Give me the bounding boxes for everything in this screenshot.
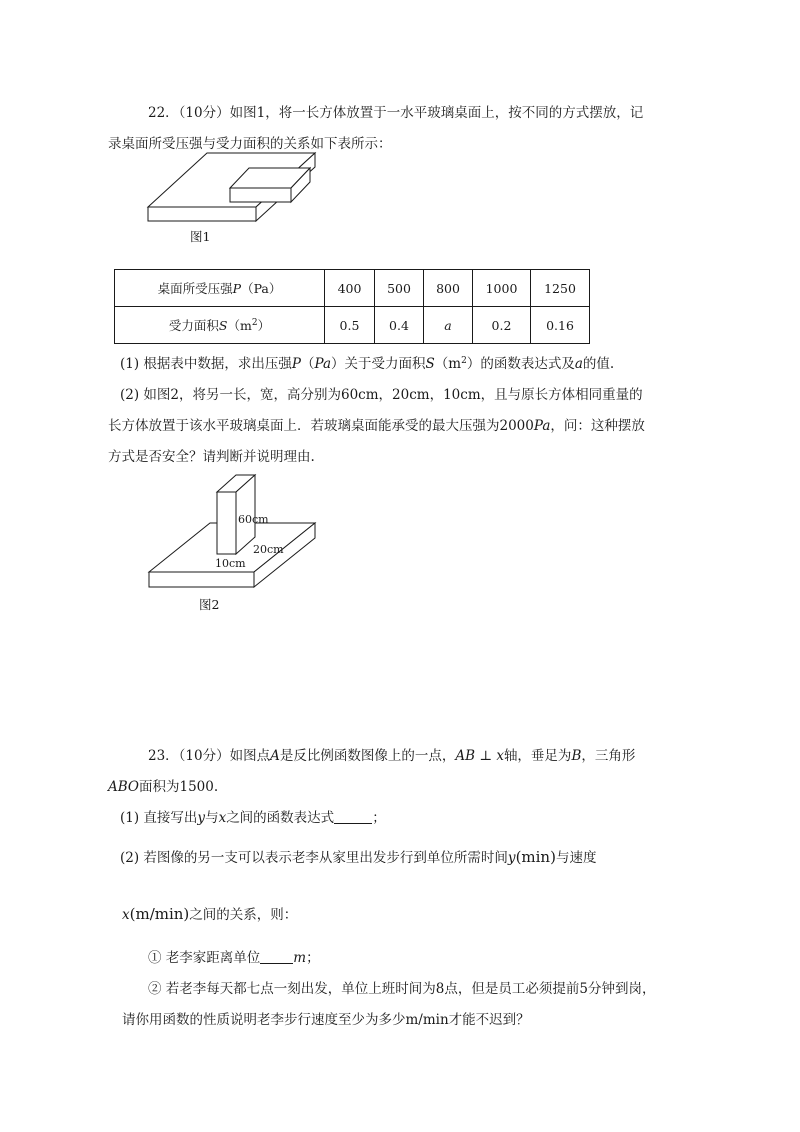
q22-part2-line2: 长方体放置于该水平玻璃桌面上．若玻璃桌面能承受的最大压强为2000Pa，问：这种摆放 [108,418,645,434]
table-cell: 800 [424,270,473,307]
table-cell: 0.2 [473,307,531,344]
figure-2-diagram [140,470,340,595]
q23-part1: (1) 直接写出y与x之间的函数表达式 ； [120,810,386,826]
q22-line1: 22．（10分）如图1，将一长方体放置于一水平玻璃桌面上，按不同的方式摆放，记 [148,105,644,121]
q22-part1: (1) 根据表中数据，求出压强P（Pa）关于受力面积$S(m^2)$的函数表达式及a的值. [120,356,615,372]
q23-circle2-line2: 请你用函数的性质说明老李步行速度至少为多少m/min才能不迟到？ [122,1012,530,1028]
figure-1-diagram [140,150,330,230]
q23-circle1: ① 老李家距离单位 m； [148,950,320,966]
q23-line2: ABO面积为1500. [108,779,219,795]
table-cell: 0.4 [375,307,424,344]
table-cell: 500 [375,270,424,307]
table-cell: 0.5 [325,307,375,344]
table-cell: 1000 [473,270,531,307]
q23-part2-line1: (2) 若图像的另一支可以表示老李从家里出发步行到单位所需时间y(min)与速度 [120,848,597,866]
q22-line2: 录桌面所受压强与受力面积的关系如下表所示： [108,136,392,152]
answer-blank-1 [334,809,372,824]
q22-part2-line1: (2) 如图2，将另一长，宽，高分别为60cm，20cm，10cm，且与原长方体相同重量的 [120,387,643,403]
q23-part2-line2: x(m/min)之间的关系，则： [122,905,298,923]
answer-blank-2 [260,949,293,964]
pressure-area-table [114,269,590,344]
table-row-pressure [115,270,590,307]
figure-2-label-height: 60cm [238,513,269,526]
q23-line1: 23．（10分）如图点A是反比例函数图像上的一点，AB ⊥ x轴，垂足为B，三角形 [148,748,636,764]
figure-2-label-length: 10cm [215,557,246,570]
q22-part2-line3: 方式是否安全？请判断并说明理由. [108,449,315,465]
figure-2-caption: 图2 [199,597,220,612]
table-cell: a [424,307,473,344]
table-header-area: 受力面积$S(m^2)$ [115,307,325,344]
figure-1-caption: 图1 [190,229,211,244]
table-row-area [115,307,590,344]
table-header-pressure: 桌面所受压强P（Pa） [115,270,325,307]
q23-circle2-line1: ② 若老李每天都七点一刻出发，单位上班时间为8点，但是员工必须提前5分钟到岗， [148,981,656,997]
table-cell: 0.16 [531,307,590,344]
table-cell: 1250 [531,270,590,307]
figure-2-label-width: 20cm [253,543,284,556]
table-cell: 400 [325,270,375,307]
